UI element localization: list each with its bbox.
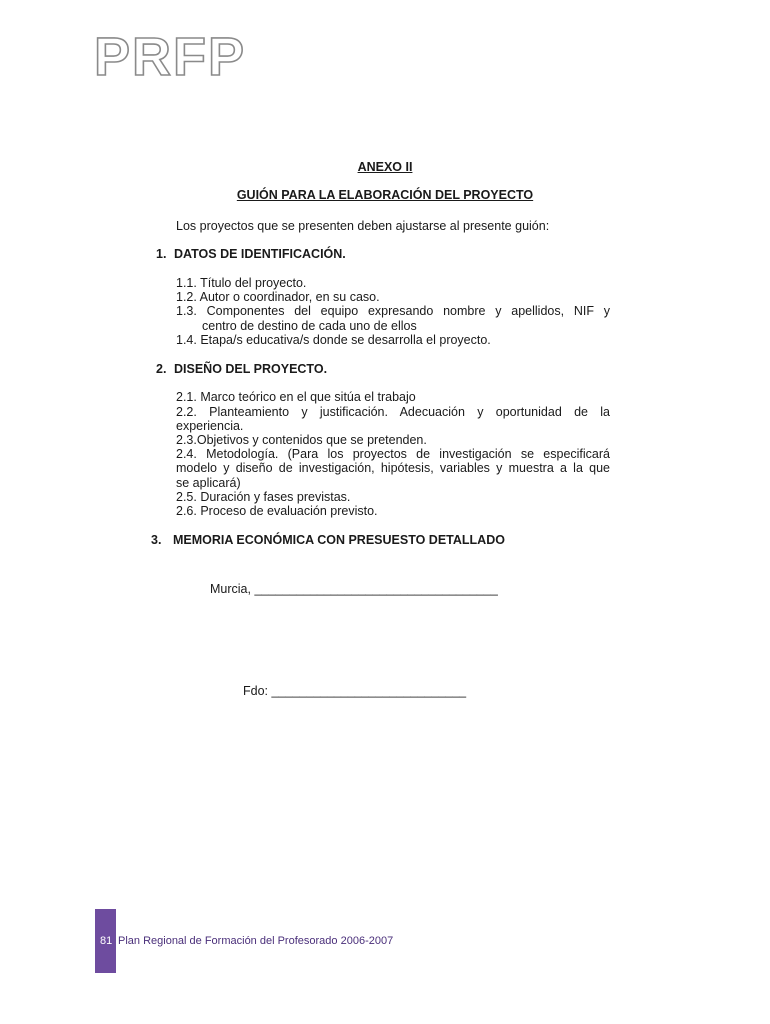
main-title: GUIÓN PARA LA ELABORACIÓN DEL PROYECTO [236, 188, 534, 202]
prfp-logo: PRFP [94, 27, 247, 87]
list-item: experiencia. [176, 419, 244, 433]
list-item: 2.1. Marco teórico en el que sitúa el trabajo [176, 390, 416, 404]
list-item: 1.3. Componentes del equipo expresando nombre y apellidos, NIF y [176, 304, 610, 318]
list-item: 1.4. Etapa/s educativa/s donde se desarrolla el proyecto. [176, 333, 491, 347]
section-2-title: DISEÑO DEL PROYECTO. [174, 362, 328, 376]
section-1-number: 1. [156, 247, 167, 261]
page-number: 81 [100, 935, 113, 947]
section-3-title: MEMORIA ECONÓMICA CON PRESUESTO DETALLADO [173, 533, 505, 547]
section-2-number: 2. [156, 362, 167, 376]
section-3-number: 3. [151, 533, 162, 547]
annex-title: ANEXO II [357, 160, 413, 174]
list-item: 1.1. Título del proyecto. [176, 276, 307, 290]
list-item: 2.2. Planteamiento y justificación. Adecuación y oportunidad de la [176, 405, 610, 419]
list-item: modelo y diseño de investigación, hipótesis, variables y muestra a la que [176, 461, 610, 475]
intro-text: Los proyectos que se presenten deben ajustarse al presente guión: [176, 219, 550, 233]
list-item: centro de destino de cada uno de ellos [202, 319, 417, 333]
footer [100, 935, 393, 947]
list-item: se aplicará) [176, 476, 241, 490]
section-1-heading [156, 247, 346, 261]
list-item: 2.6. Proceso de evaluación previsto. [176, 504, 378, 518]
list-item: 2.4. Metodología. (Para los proyectos de investigación se especificará [176, 447, 610, 461]
signature-line: Fdo: ____________________________ [243, 684, 467, 698]
place-date-line: Murcia, ___________________________________ [210, 582, 498, 596]
footer-plan-text: Plan Regional de Formación del Profesorado [118, 935, 338, 947]
list-item: 2.5. Duración y fases previstas. [176, 490, 351, 504]
section-1-title: DATOS DE IDENTIFICACIÓN. [174, 247, 346, 261]
list-item: 1.2. Autor o coordinador, en su caso. [176, 290, 380, 304]
footer-years: 2006-2007 [340, 935, 394, 947]
section-2-heading [156, 362, 327, 376]
section-3-heading [151, 533, 505, 547]
list-item: 2.3.Objetivos y contenidos que se pretenden. [176, 433, 427, 447]
